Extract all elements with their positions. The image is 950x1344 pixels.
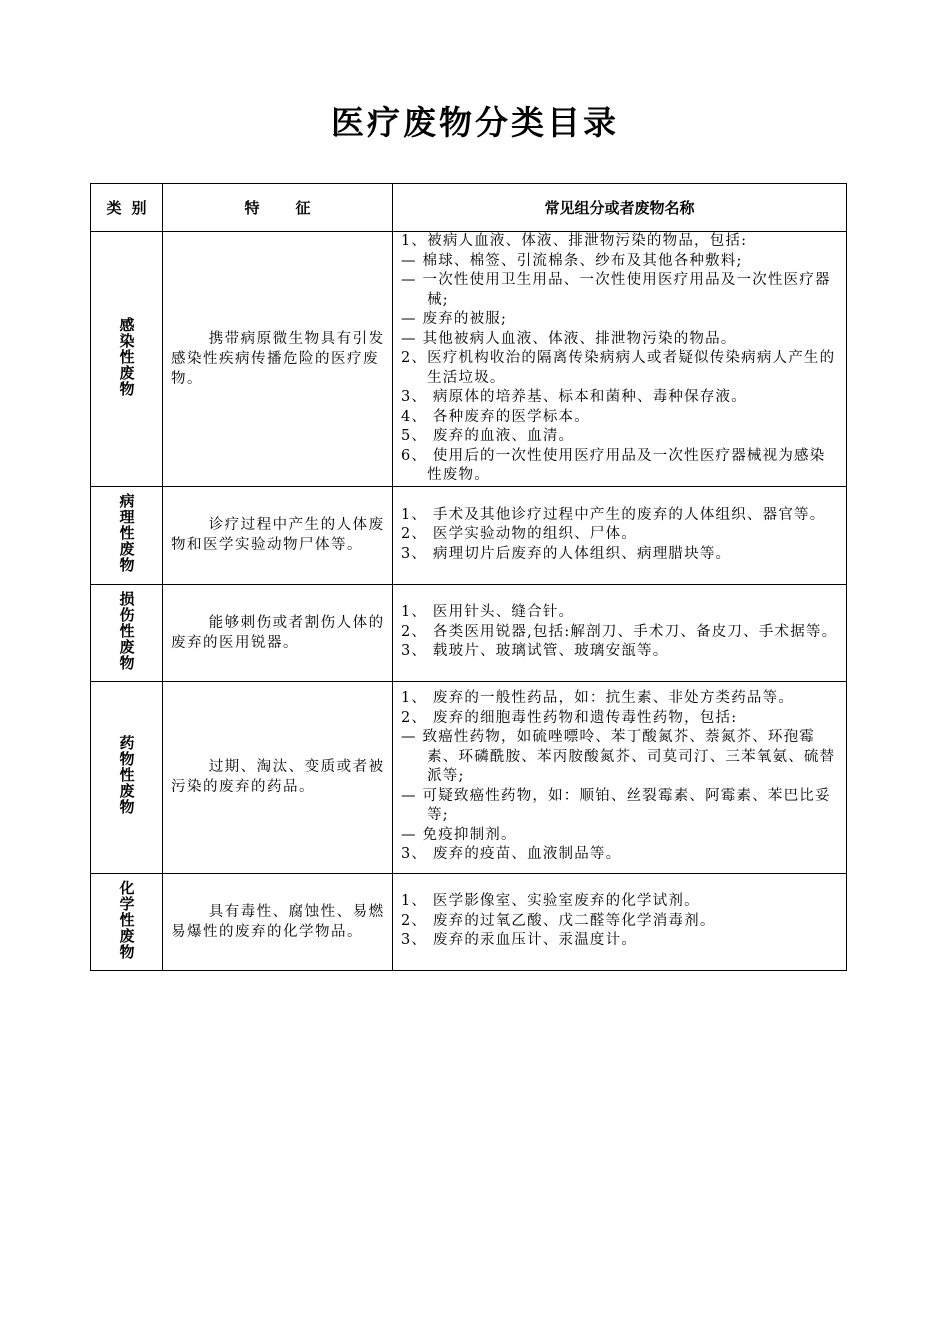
items-cell [393,584,847,681]
waste-catalog-table [90,183,847,971]
list-item: 2、 各类医用锐器,包括:解剖刀、手术刀、备皮刀、手术据等。 [401,623,838,640]
list-item: 3、 病原体的培养基、标本和菌种、毒种保存液。 [401,389,747,405]
list-item: 6、 使用后的一次性使用医疗用品及一次性医疗器械视为感染性废物。 [401,447,826,483]
list-item: 1、 手术及其他诊疗过程中产生的废弃的人体组织、器官等。 [401,506,826,523]
list-item: 2、 废弃的过氧乙酸、戊二醛等化学消毒剂。 [401,912,716,929]
list-item: 2、医疗机构收治的隔离传染病病人或者疑似传染病病人产生的生活垃圾。 [401,350,836,386]
list-item: 4、 各种废弃的医学标本。 [401,408,590,425]
table-row [91,584,847,681]
list-item: — 一次性使用卫生用品、一次性使用医疗用品及一次性医疗器械; [401,272,831,308]
header-feature-char-2: 征 [295,199,311,217]
feature-cell: 携带病原微生物具有引发感染性疾病传播危险的医疗废物。 [163,232,393,487]
category-cell [91,232,163,487]
table-row [91,873,847,970]
list-item: — 棉球、棉签、引流棉条、纱布及其他各种敷料; [401,252,743,269]
category-cell [91,584,163,681]
list-item: 1、 废弃的一般性药品，如：抗生素、非处方类药品等。 [401,690,795,707]
table-row [91,486,847,584]
list-item: — 其他被病人血液、体液、排泄物污染的物品。 [401,330,737,347]
list-item: — 致癌性药物，如硫唑嘌呤、苯丁酸氮芥、萘氮芥、环孢霉素、环磷酰胺、苯丙胺酸氮芥、司莫司汀、三苯氧氨、硫替派等; [401,729,836,785]
category-label: 损伤性废物 [117,590,136,671]
list-item: — 可疑致癌性药物，如：顺铂、丝裂霉素、阿霉素、苯巴比妥等; [401,787,831,824]
feature-cell: 诊疗过程中产生的人体废物和医学实验动物尸体等。 [163,486,393,584]
header-feature [163,184,393,232]
items-cell [393,873,847,970]
table-row [91,232,847,487]
header-feature-char-1: 特 [244,199,260,217]
list-item: 2、 医学实验动物的组织、尸体。 [401,526,638,543]
category-label: 感染性废物 [117,316,136,397]
header-items: 常见组分或者废物名称 [393,184,847,232]
list-item: 3、 废弃的汞血压计、汞温度计。 [401,932,638,949]
items-cell [393,486,847,584]
list-item: 3、 病理切片后废弃的人体组织、病理腊块等。 [401,545,732,562]
list-item: 1、 医学影像室、实验室废弃的化学试剂。 [401,893,700,910]
feature-cell: 过期、淘汰、变质或者被污染的废弃的药品。 [163,681,393,873]
list-item: — 废弃的被服; [401,311,508,327]
category-cell [91,486,163,584]
list-item: 1、 医用针头、缝合针。 [401,604,575,621]
header-category: 类别 [91,184,163,232]
category-label: 病理性废物 [117,493,136,573]
items-cell [393,681,847,873]
list-item: 1、被病人血液、体液、排泄物污染的物品，包括: [401,233,748,249]
category-cell [91,873,163,970]
category-label: 药物性废物 [117,735,136,815]
list-item: — 免疫抑制剂。 [401,826,517,843]
category-label: 化学性废物 [117,879,136,960]
table-row [91,681,847,873]
list-item: 3、 废弃的疫苗、血液制品等。 [401,846,622,863]
document-title: 医疗废物分类目录 [331,103,619,142]
feature-cell: 具有毒性、腐蚀性、易燃易爆性的废弃的化学物品。 [163,873,393,970]
items-cell [393,232,847,487]
header-row [91,184,847,232]
list-item: 5、 废弃的血液、血清。 [401,428,575,444]
category-cell [91,681,163,873]
list-item: 2、 废弃的细胞毒性药物和遗传毒性药物，包括: [401,709,738,726]
feature-cell: 能够刺伤或者割伤人体的废弃的医用锐器。 [163,584,393,681]
list-item: 3、 载玻片、玻璃试管、玻璃安瓿等。 [401,643,669,660]
